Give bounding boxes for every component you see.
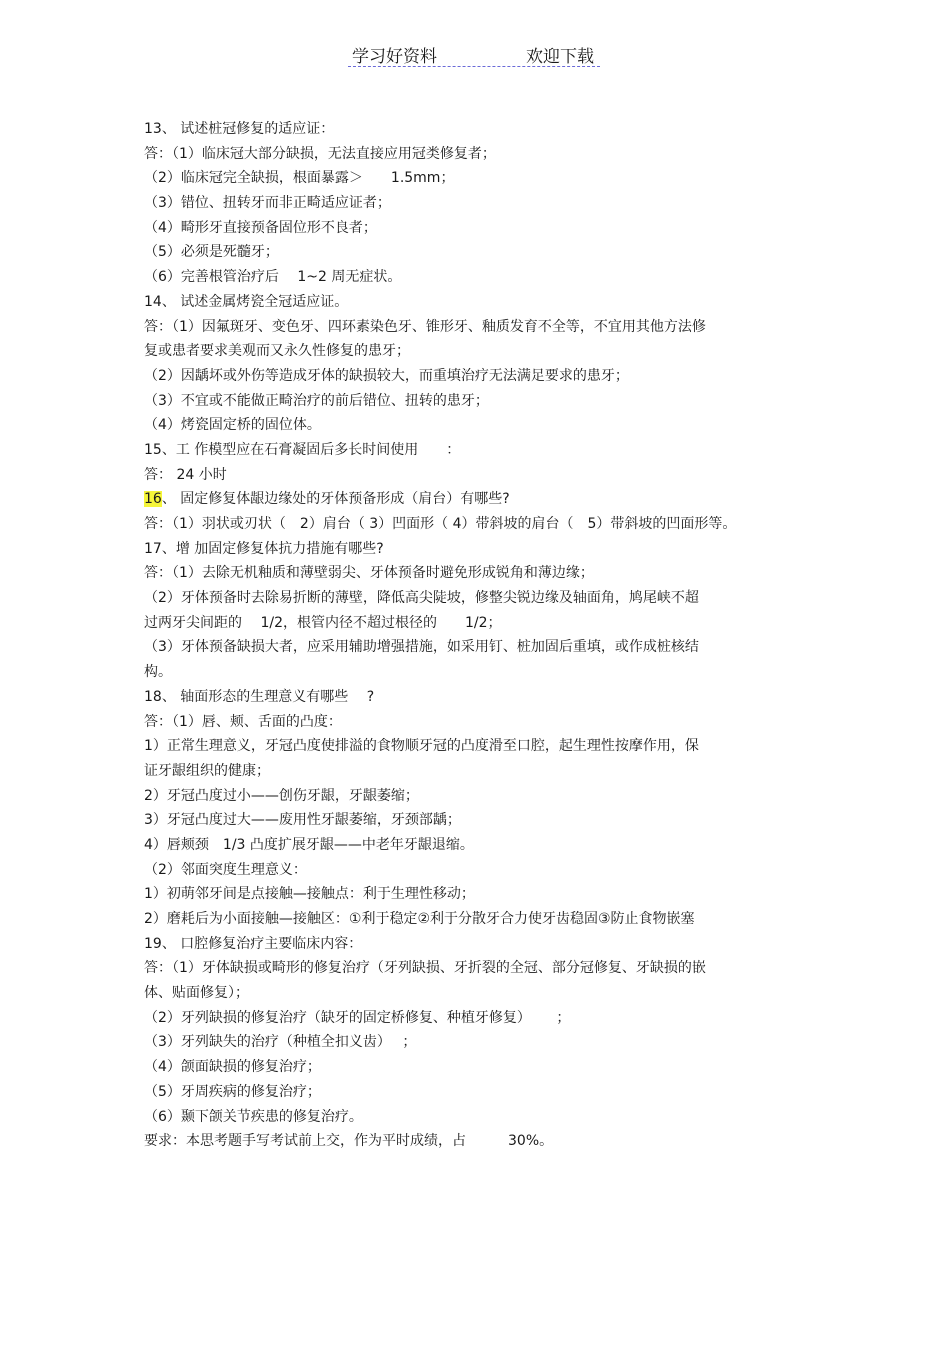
text-line: 1）初萌邻牙间是点接触—接触点：利于生理性移动； xyxy=(144,886,475,903)
text-line: 3）牙冠凸度过大——废用性牙龈萎缩，牙颈部龋； xyxy=(144,812,461,829)
text-line: （5）必须是死髓牙； xyxy=(144,244,279,261)
text-line: 4）唇颊颈 1/3 凸度扩展牙龈——中老年牙龈退缩。 xyxy=(144,836,474,853)
text-line: 答：（1）临床冠大部分缺损，无法直接应用冠类修复者； xyxy=(144,145,496,162)
text-line: 13、 试述桩冠修复的适应证： xyxy=(144,121,335,137)
text-line: 19、 口腔修复治疗主要临床内容： xyxy=(144,935,363,952)
text-line: （6）完善根管治疗后 1~2 周无症状。 xyxy=(144,269,402,286)
document-body xyxy=(144,120,804,1157)
text-line: （2）牙体预备时去除易折断的薄壁，降低高尖陡坡，修整尖锐边缘及轴面角，鸠尾峡不超 xyxy=(144,590,699,607)
text-line: 答： 24 小时 xyxy=(144,466,227,483)
question-text: 、 固定修复体龈边缘处的牙体预备形成（肩台）有哪些? xyxy=(161,491,510,508)
text-line: （3）牙列缺失的治疗（种植全扣义齿） ； xyxy=(144,1034,417,1051)
text-line: 2）牙冠凸度过小——创伤牙龈，牙龈萎缩； xyxy=(144,787,419,804)
text-line: （2）临床冠完全缺损，根面暴露＞ 1.5mm； xyxy=(144,170,455,187)
text-line: 2）磨耗后为小面接触—接触区：①利于稳定②利于分散牙合力使牙齿稳固③防止食物嵌塞 xyxy=(144,911,695,927)
text-line: 要求：本思考题手写考试前上交，作为平时成绩，占 30%。 xyxy=(144,1133,554,1150)
text-line: （5）牙周疾病的修复治疗； xyxy=(144,1083,321,1100)
text-line: （2）牙列缺损的修复治疗（缺牙的固定桥修复、种植牙修复） ； xyxy=(144,1009,571,1026)
text-line: 答：（1）唇、颊、舌面的凸度： xyxy=(144,713,342,730)
text-line: 14、 试述金属烤瓷全冠适应证。 xyxy=(144,293,349,310)
text-line: （4）畸形牙直接预备固位形不良者； xyxy=(144,219,377,236)
text-line: （4）颌面缺损的修复治疗； xyxy=(144,1059,321,1076)
text-line: （6）颞下颌关节疾患的修复治疗。 xyxy=(144,1108,363,1125)
header-right-text: 欢迎下载 xyxy=(526,47,594,67)
text-line: （3）牙体预备缺损大者，应采用辅助增强措施，如采用钉、桩加固后重填，或作成桩核结 xyxy=(144,639,699,656)
text-line: （3）错位、扭转牙而非正畸适应证者； xyxy=(144,195,391,212)
text-line: 复或患者要求美观而又永久性修复的患牙； xyxy=(144,343,410,360)
highlighted-question-number: 16 xyxy=(144,491,162,508)
page-header xyxy=(348,40,600,67)
text-line: 证牙龈组织的健康； xyxy=(144,762,270,779)
text-line: 构。 xyxy=(144,664,172,681)
text-line: 过两牙尖间距的 1/2，根管内径不超过根径的 1/2； xyxy=(144,614,502,631)
text-line: （3）不宜或不能做正畸治疗的前后错位、扭转的患牙； xyxy=(144,392,489,409)
text-line: 18、 轴面形态的生理意义有哪些 ? xyxy=(144,688,375,705)
header-left-text: 学习好资料 xyxy=(352,47,437,67)
text-line: 答：（1）去除无机釉质和薄壁弱尖、牙体预备时避免形成锐角和薄边缘； xyxy=(144,565,594,582)
text-line: 15、工 作模型应在石膏凝固后多长时间使用 ： xyxy=(144,441,461,458)
text-line: 1）正常生理意义，牙冠凸度使排溢的食物顺牙冠的凸度滑至口腔，起生理性按摩作用，保 xyxy=(144,738,699,755)
text-line: 答：（1）因氟斑牙、变色牙、四环素染色牙、锥形牙、釉质发育不全等，不宜用其他方法修 xyxy=(144,318,706,335)
text-line: 体、贴面修复）； xyxy=(144,985,249,1002)
text-line xyxy=(144,490,804,508)
text-line: 答：（1）牙体缺损或畸形的修复治疗（牙列缺损、牙折裂的全冠、部分冠修复、牙缺损的嵌 xyxy=(144,960,706,977)
text-line: （2）邻面突度生理意义： xyxy=(144,861,307,878)
text-line: （4）烤瓷固定桥的固位体。 xyxy=(144,417,321,434)
text-line: 17、增 加固定修复体抗力措施有哪些? xyxy=(144,540,384,557)
text-line: （2）因龋坏或外伤等造成牙体的缺损较大，而重填治疗无法满足要求的患牙； xyxy=(144,367,629,384)
text-line: 答：（1）羽状或刃状（ 2）肩台（ 3）凹面形（ 4）带斜坡的肩台（ 5）带斜坡的凹面形等。 xyxy=(144,516,737,532)
